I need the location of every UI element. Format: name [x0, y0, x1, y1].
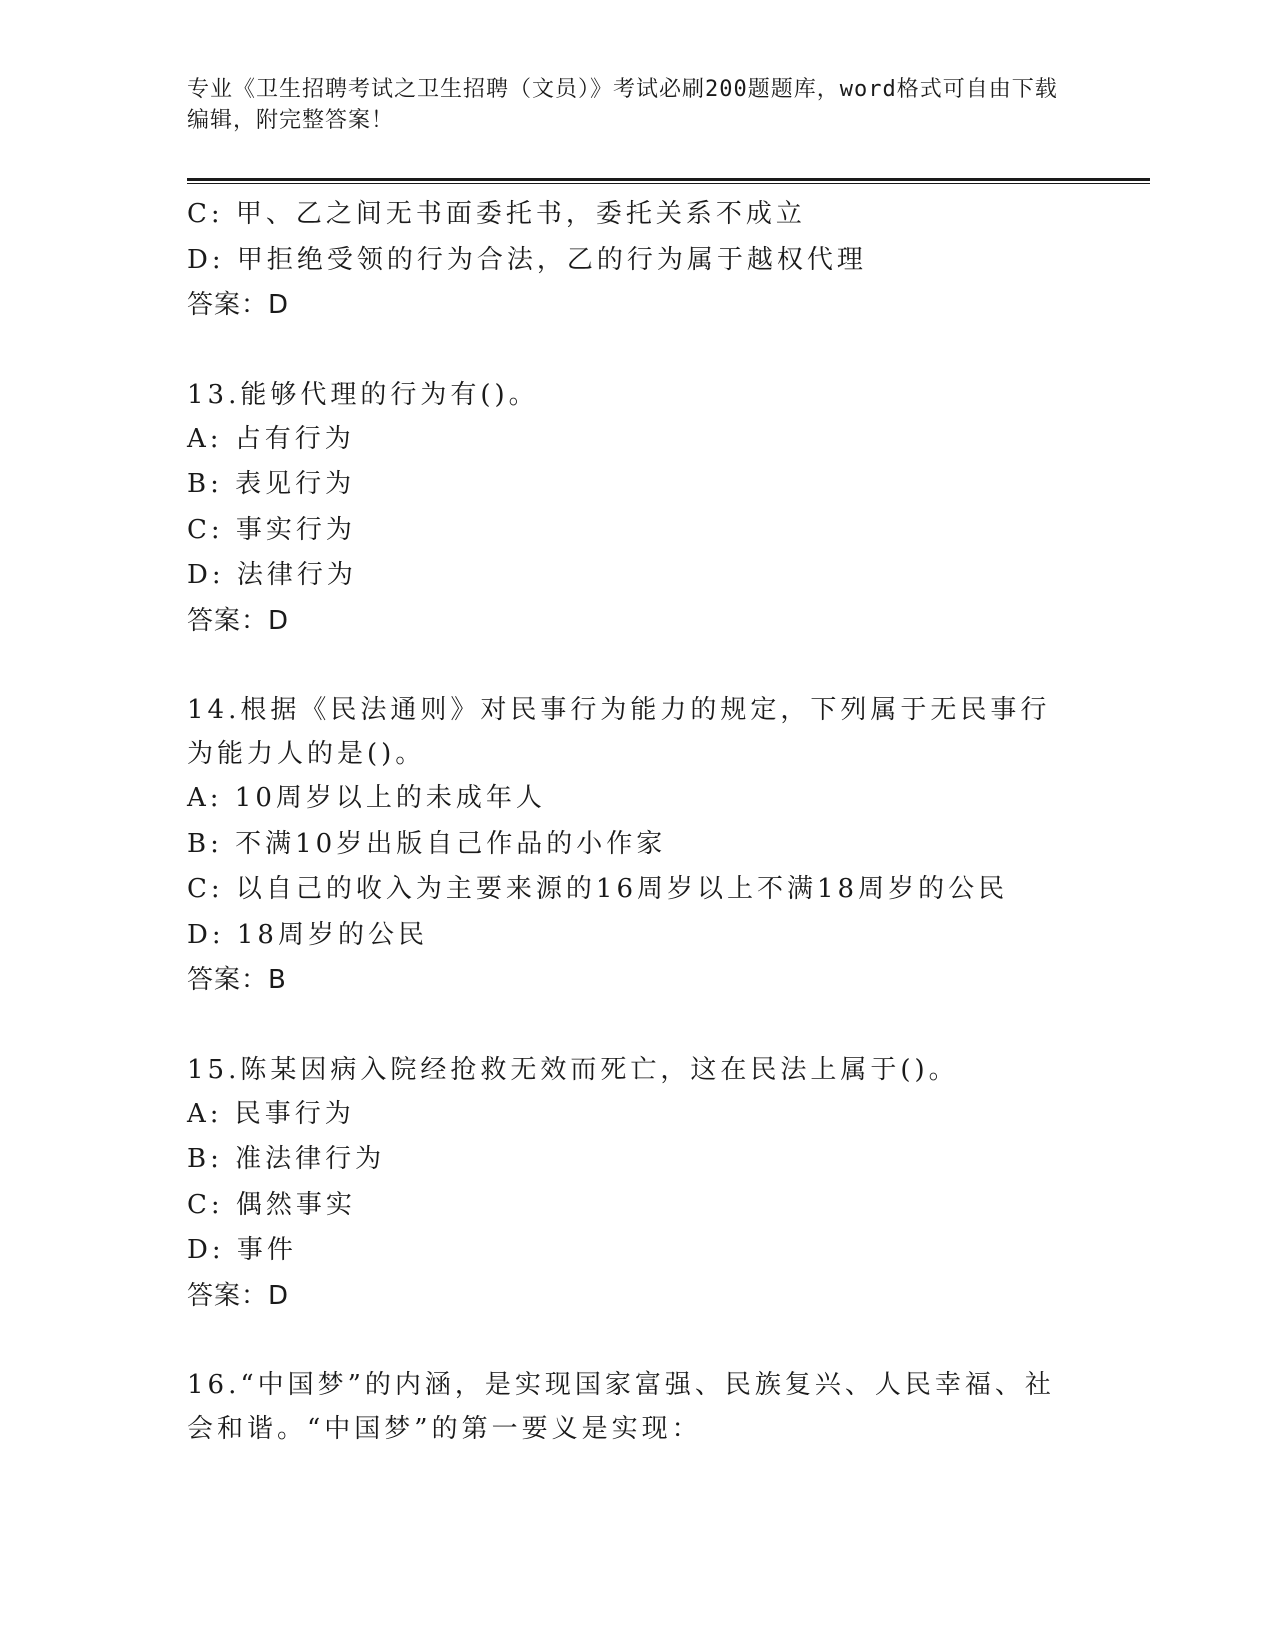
option-c: C: 以自己的收入为主要来源的16周岁以上不满18周岁的公民	[187, 874, 1009, 904]
document-body	[187, 192, 1087, 1451]
option-b: B: 不满10岁出版自己作品的小作家	[187, 828, 667, 859]
option-a: A: 10周岁以上的未成年人	[187, 783, 546, 813]
question-text: 13.能够代理的行为有()。	[187, 379, 539, 410]
answer-line: 答案：B	[187, 965, 287, 995]
option-d: D: 甲拒绝受领的行为合法，乙的行为属于越权代理	[187, 244, 867, 275]
question-15	[187, 1048, 1087, 1320]
document-header: 专业《卫生招聘考试之卫生招聘（文员）》考试必刷200题题库，word格式可自由下载编辑，附完整答案！	[187, 77, 1058, 133]
question-14	[187, 688, 1087, 1004]
option-a: A: 占有行为	[187, 423, 355, 454]
question-13	[187, 373, 1087, 645]
option-d: D: 18周岁的公民	[187, 919, 428, 950]
option-d: D: 法律行为	[187, 560, 357, 590]
option-d: D: 事件	[187, 1235, 297, 1265]
question-text: 16.“中国梦”的内涵，是实现国家富强、民族复兴、人民幸福、社会和谐。“中国梦”的第一要义是实现：	[187, 1370, 1055, 1444]
carryover-block	[187, 192, 1087, 329]
option-a: A: 民事行为	[187, 1098, 355, 1129]
option-c: C: 偶然事实	[187, 1189, 356, 1220]
question-text: 15.陈某因病入院经抢救无效而死亡，这在民法上属于()。	[187, 1054, 959, 1085]
option-b: B: 表见行为	[187, 469, 356, 499]
answer-line: 答案：D	[187, 605, 290, 636]
question-16	[187, 1363, 1087, 1451]
option-b: B: 准法律行为	[187, 1144, 386, 1174]
question-text: 14.根据《民法通则》对民事行为能力的规定，下列属于无民事行为能力人的是()。	[187, 695, 1051, 769]
answer-line: 答案：D	[187, 1280, 290, 1311]
option-c: C: 甲、乙之间无书面委托书，委托关系不成立	[187, 199, 806, 229]
option-c: C: 事实行为	[187, 514, 356, 545]
header-divider-thick	[187, 178, 1150, 181]
header-divider-thin	[187, 183, 1150, 184]
answer-line: 答案：D	[187, 290, 290, 320]
